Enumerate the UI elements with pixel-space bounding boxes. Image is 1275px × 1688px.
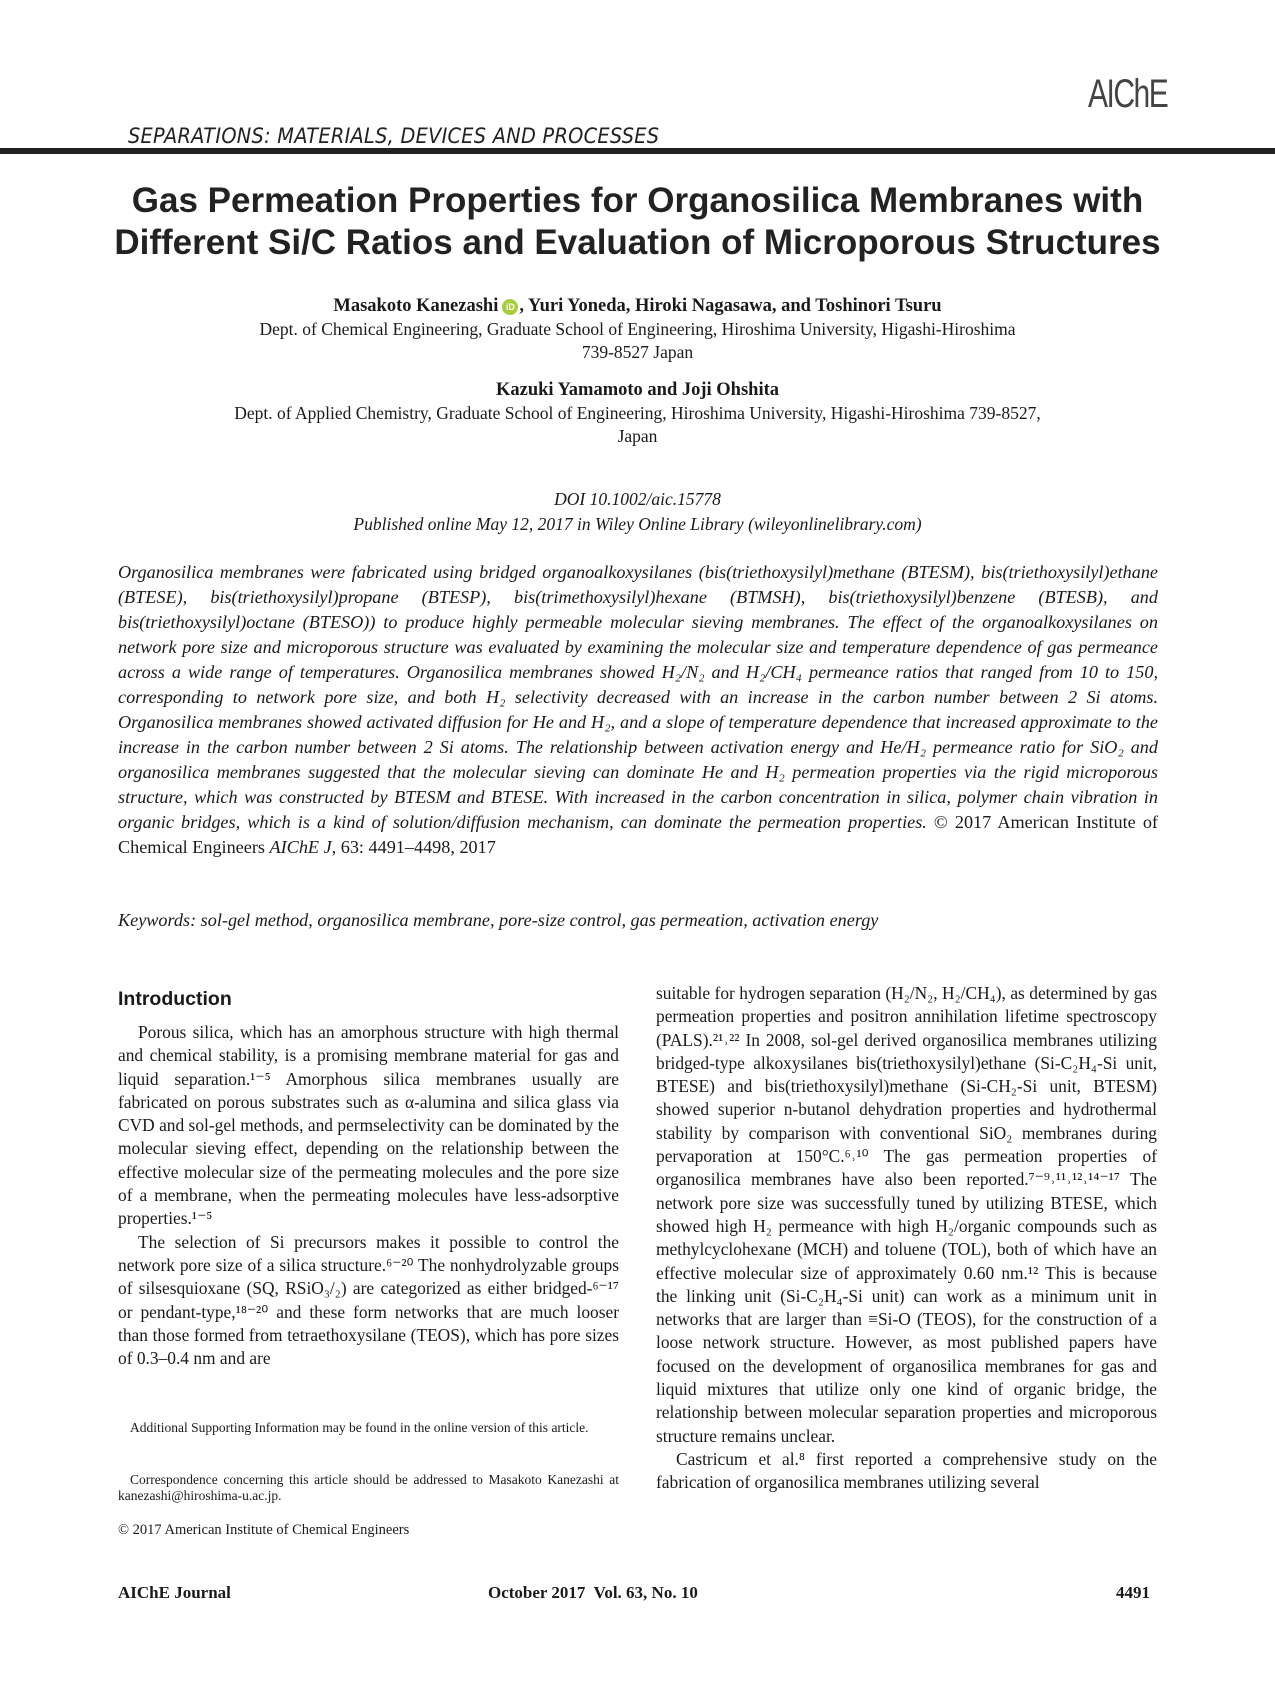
- paragraph: suitable for hydrogen separation (H₂/N₂, H₂/CH₄), as determined by gas permeation properties and positron annihilation lifetime spectroscopy (PALS).²¹˒²² In 2008, sol-gel derived organosilica membranes utilizing bridged-type alkoxysilanes bis(triethoxysilyl)ethane (Si-C₂H₄-Si unit, BTESE) and bis(triethoxysilyl)methane (Si-CH₂-Si unit, BTESM) showed superior n-butanol dehydration properties and hydrothermal stability by comparison with conventional SiO₂ membranes during pervaporation at 150°C.⁶˒¹⁰ The gas permeation properties of organosilica membranes have also been reported.⁷⁻⁹˒¹¹˒¹²˒¹⁴⁻¹⁷ The network pore size was successfully tuned by utilizing BTESE, which showed high H₂ permeance with high H₂/organic compounds such as methylcyclohexane (MCH) and toluene (TOL), both of which have an effective molecular size of approximately 0.60 nm.¹² This is because the linking unit (Si-C₂H₄-Si unit) can work as a minimum unit in networks that are larger than ≡Si-O (TEOS), for the construction of a loose network structure. However, as most published papers have focused on the development of organosilica membranes for gas and liquid mixtures that utilize only one kind of organic bridge, the relationship between molecular separation properties and microporous structure remains unclear.: [656, 983, 1157, 1446]
- affiliation-1: [150, 318, 1125, 364]
- affiliation-line: 739-8527 Japan: [581, 342, 694, 362]
- page-number: 4491: [1116, 1583, 1150, 1602]
- footer-issue: October 2017 Vol. 63, No. 10: [488, 1583, 698, 1602]
- affiliation-line: Dept. of Applied Chemistry, Graduate School of Engineering, Hiroshima University, Higashi-Hiroshima 739-8527,: [234, 403, 1041, 423]
- orcid-icon[interactable]: iD: [502, 299, 518, 315]
- footer-journal: AIChE Journal: [118, 1583, 231, 1602]
- affiliation-2: [150, 402, 1125, 448]
- author-names: , Yuri Yoneda, Hiroki Nagasawa, and Toshinori Tsuru: [519, 296, 942, 316]
- author-name: Masakoto Kanezashi: [333, 296, 499, 316]
- paragraph: The selection of Si precursors makes it possible to control the network pore size of a silica structure.⁶⁻²⁰ The nonhydrolyzable groups of silsesquioxane (SQ, RSiO₃/₂) are categorized as either bridged-⁶⁻¹⁷ or pendant-type,¹⁸⁻²⁰ and these form networks that are much looser than those formed from tetraethoxysilane (TEOS), which has pore sizes of 0.3–0.4 nm and are: [118, 1231, 619, 1369]
- doi-block: [100, 487, 1175, 537]
- header-rule: [0, 148, 1275, 154]
- abstract-copyright: © 2017 American Institute of Chemical Engineers: [118, 812, 1158, 857]
- affiliation-line: Dept. of Chemical Engineering, Graduate School of Engineering, Hiroshima University, Higashi-Hiroshima: [259, 319, 1016, 339]
- title-line-2: Different Si/C Ratios and Evaluation of Microporous Structures: [114, 223, 1161, 262]
- affiliation-line: Japan: [617, 426, 658, 446]
- section-heading: SEPARATIONS: MATERIALS, DEVICES AND PROCESSES: [128, 124, 660, 148]
- introduction-heading: Introduction: [118, 988, 232, 1010]
- abstract: [118, 560, 1158, 860]
- author-list-1: [100, 296, 1175, 317]
- journal-abbrev: AIChE J: [269, 837, 332, 857]
- paragraph: Porous silica, which has an amorphous structure with high thermal and chemical stability, is a promising membrane material for gas and liquid separation.¹⁻⁵ Amorphous silica membranes usually are fabricated on porous substrates such as α-alumina and silica glass via CVD and sol-gel methods, and permselectivity can be dominated by the molecular sieving effect, depending on the relationship between the effective molecular size of the permeating molecules and the pore size of a membrane, when the permeating molecules have less-adsorptive properties.¹⁻⁵: [118, 1022, 619, 1229]
- author-list-2: Kazuki Yamamoto and Joji Ohshita: [495, 380, 780, 400]
- paragraph: Castricum et al.⁸ first reported a comprehensive study on the fabrication of organosilica membranes utilizing several: [656, 1448, 1157, 1493]
- doi[interactable]: DOI 10.1002/aic.15778: [554, 489, 721, 509]
- footnote-correspondence: Correspondence concerning this article should be addressed to Masakoto Kanezashi at kanezashi@hiroshima-u.ac.jp.: [118, 1472, 619, 1503]
- citation: , 63: 4491–4498, 2017: [331, 837, 496, 857]
- right-column: [656, 982, 1157, 1495]
- left-column: [118, 1021, 619, 1370]
- article-title: [100, 180, 1175, 264]
- abstract-text: Organosilica membranes were fabricated using bridged organoalkoxysilanes (bis(triethoxysilyl)methane (BTESM), bis(triethoxysilyl)ethane (BTESE), bis(triethoxysilyl)propane (BTESP), bis(trimethoxysilyl)hexane (BTMSH), bis(triethoxysilyl)benzene (BTESB), and bis(triethoxysilyl)octane (BTESO)) to produce highly permeable molecular sieving membranes. The effect of the organoalkoxysilanes on network pore size and microporous structure was evaluated by examining the molecular size and temperature dependence of gas permeance across a wide range of temperatures. Organosilica membranes showed H₂/N₂ and H₂/CH₄ permeance ratios that ranged from 10 to 150, corresponding to network pore size, and both H₂ selectivity decreased with an increase in the carbon number between 2 Si atoms. Organosilica membranes showed activated diffusion for He and H₂, and a slope of temperature dependence that increased approximate to the increase in the carbon number between 2 Si atoms. The relationship between activation energy and He/H₂ permeance ratio for SiO₂ and organosilica membranes suggested that the molecular sieving can dominate He and H₂ permeation properties via the rigid microporous structure, which was constructed by BTESM and BTESE. With increased in the carbon concentration in silica, polymer chain vibration in organic bridges, which is a kind of solution/diffusion mechanism, can dominate the permeation properties.: [118, 562, 1158, 832]
- title-line-1: Gas Permeation Properties for Organosilica Membranes with: [131, 181, 1144, 220]
- keywords: Keywords: sol-gel method, organosilica membrane, pore-size control, gas permeation, activation energy: [118, 910, 879, 930]
- published-info: Published online May 12, 2017 in Wiley Online Library (wileyonlinelibrary.com): [353, 514, 922, 534]
- aiche-logo: AIChE: [1088, 72, 1168, 116]
- footnote-copyright: © 2017 American Institute of Chemical Engineers: [118, 1522, 410, 1538]
- footnote-supporting-info: Additional Supporting Information may be found in the online version of this article.: [130, 1420, 589, 1435]
